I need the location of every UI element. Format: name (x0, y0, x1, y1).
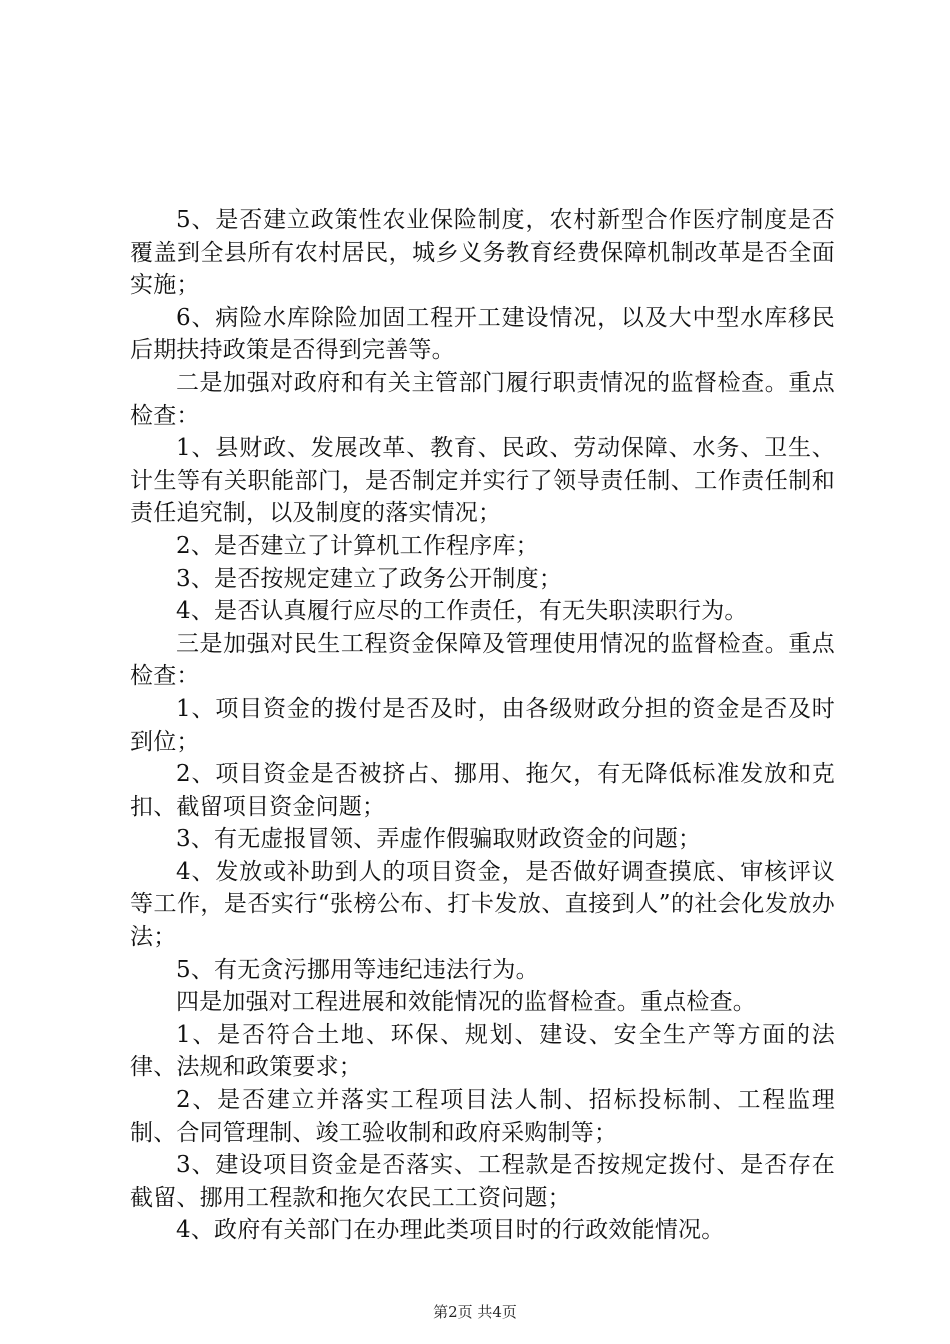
paragraph-7: 4、是否认真履行应尽的工作责任，有无失职渎职行为。 (176, 598, 748, 625)
paragraph-1: 5、是否建立政策性农业保险制度，农村新型合作医疗制度是否覆盖到全县所有农村居民，城乡义务教育经费保障机制改革是否全面实施； (130, 207, 835, 299)
document-body (130, 204, 835, 1247)
paragraph-15: 1、是否符合土地、环保、规划、建设、安全生产等方面的法律、法规和政策要求； (130, 1021, 835, 1081)
paragraph-5: 2、是否建立了计算机工作程序库； (176, 532, 539, 559)
paragraph-17: 3、建设项目资金是否落实、工程款是否按规定拨付、是否存在截留、挪用工程款和拖欠农民工工资问题； (130, 1152, 835, 1211)
paragraph-6: 3、是否按规定建立了政务公开制度； (176, 565, 563, 592)
paragraph-14: 四是加强对工程进展和效能情况的监督检查。重点检查。 (176, 989, 756, 1016)
paragraph-16: 2、是否建立并落实工程项目法人制、招标投标制、工程监理制、合同管理制、竣工验收制和政府采购制等； (130, 1087, 835, 1146)
paragraph-18: 4、政府有关部门在办理此类项目时的行政效能情况。 (176, 1217, 725, 1244)
paragraph-8: 三是加强对民生工程资金保障及管理使用情况的监督检查。重点检查： (130, 630, 835, 690)
paragraph-11: 3、有无虚报冒领、弄虚作假骗取财政资金的问题； (176, 826, 702, 853)
paragraph-9: 1、项目资金的拨付是否及时，由各级财政分担的资金是否及时到位； (130, 695, 835, 755)
paragraph-12: 4、发放或补助到人的项目资金，是否做好调查摸底、审核评议等工作，是否实行“张榜公布、打卡发放、直接到人”的社会化发放办法； (130, 858, 835, 951)
paragraph-2: 6、病险水库除险加固工程开工建设情况，以及大中型水库移民后期扶持政策是否得到完善等。 (130, 304, 835, 364)
paragraph-4: 1、县财政、发展改革、教育、民政、劳动保障、水务、卫生、计生等有关职能部门，是否制定并实行了领导责任制、工作责任制和责任追究制，以及制度的落实情况； (130, 435, 835, 527)
page-number-footer: 第2页 共4页 (433, 1303, 517, 1321)
paragraph-13: 5、有无贪污挪用等违纪违法行为。 (176, 956, 539, 983)
paragraph-3: 二是加强对政府和有关主管部门履行职责情况的监督检查。重点检查： (130, 369, 835, 429)
paragraph-10: 2、项目资金是否被挤占、挪用、拖欠，有无降低标准发放和克扣、截留项目资金问题； (130, 761, 835, 820)
